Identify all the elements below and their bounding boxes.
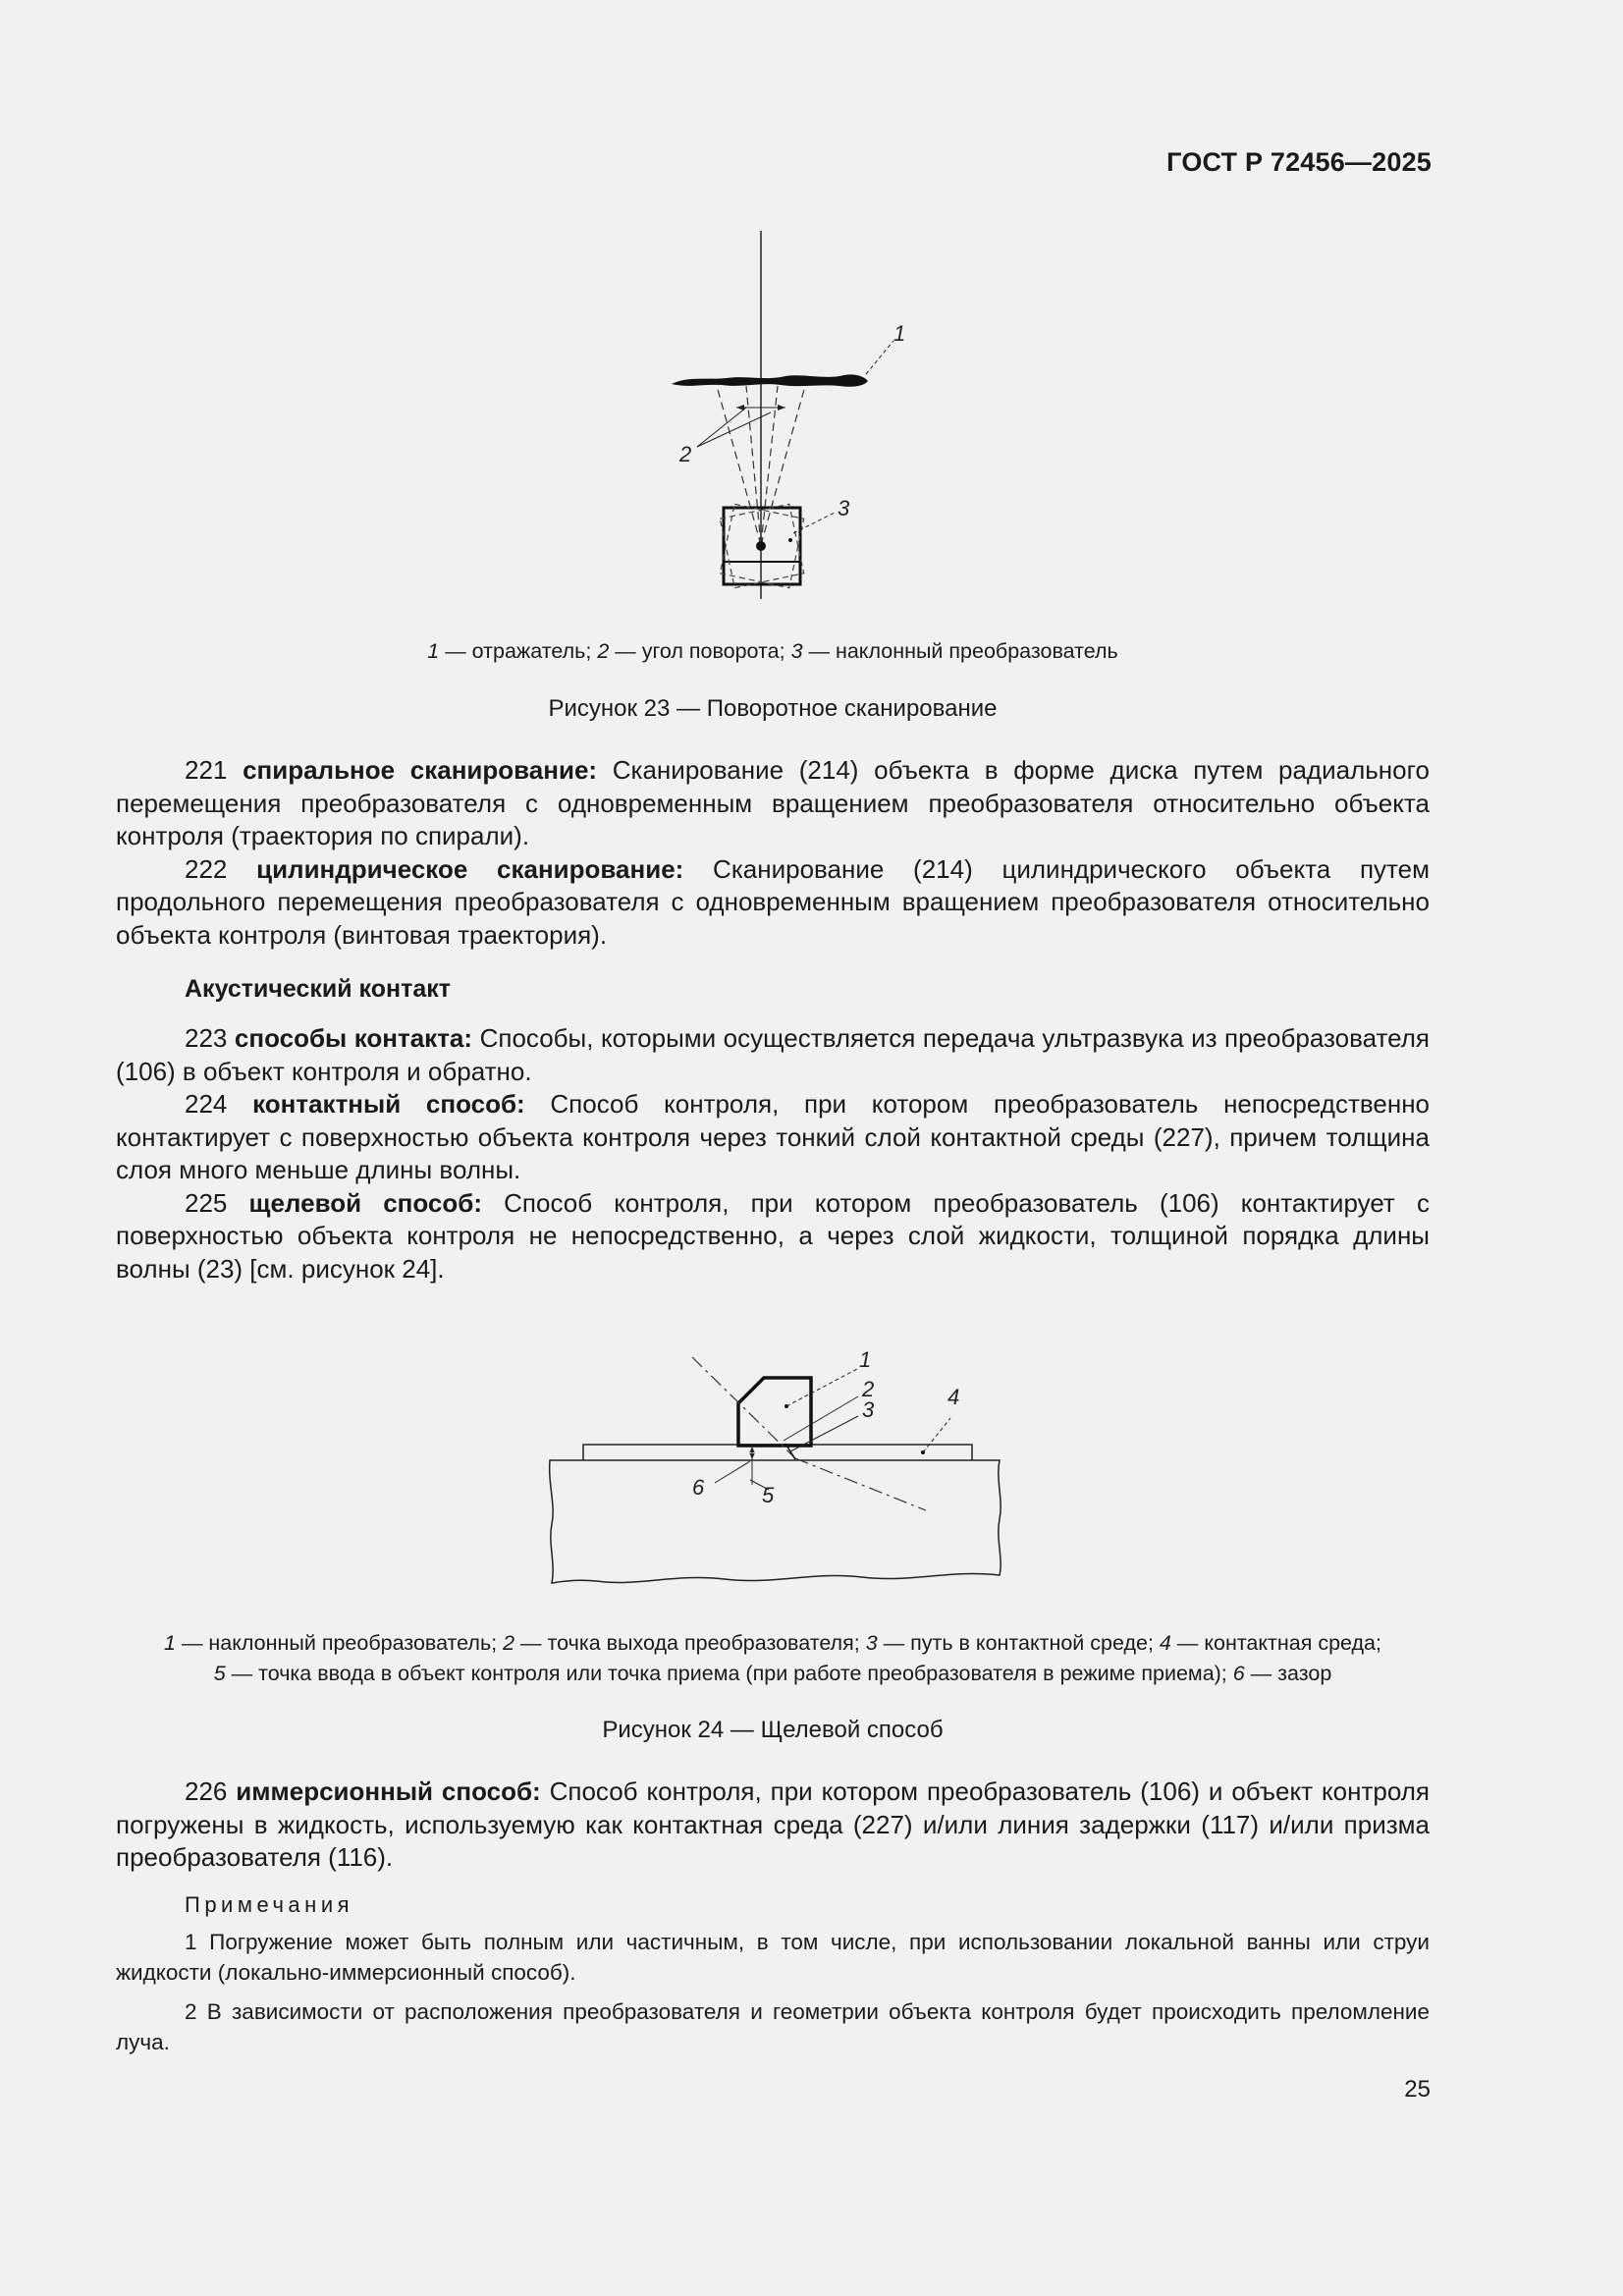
term-221: 221 спиральное сканирование: Сканирование (214) объекта в форме диска путем радиального перемещения преобразователя с одновременным вращением преобразователя относительно объекта контроля (траектория по спирали).	[116, 755, 1430, 850]
terms-block-1	[116, 754, 1430, 952]
term-226: 226 иммерсионный способ: Способ контроля, при котором преобразователь (106) и объект контроля погружены в жидкость, используемую как контактная среда (227) и/или линия задержки (117) и/или призма преобразователя (116).	[116, 1777, 1430, 1872]
term-225: 225 щелевой способ: Способ контроля, при котором преобразователь (106) контактирует с поверхностью объекта контроля не непосредственно, а через слой жидкости, толщиной порядка длины волны (23) [см. рисунок 24].	[116, 1187, 1430, 1284]
fig23-callout-3: 3	[838, 496, 850, 520]
figure-24-diagram	[538, 1338, 1014, 1598]
term-223: 223 способы контакта: Способы, которыми осуществляется передача ультразвука из преобразователя (106) в объект контроля и обратно.	[116, 1023, 1430, 1086]
transducer-shape	[738, 1378, 811, 1446]
reflector-shape	[672, 374, 868, 386]
fig24-callout-4: 4	[947, 1385, 960, 1409]
fig24-callout-2: 2	[862, 1377, 875, 1401]
fig23-callout-1: 1	[893, 321, 906, 346]
test-object	[550, 1460, 1001, 1583]
fig24-callout-1: 1	[859, 1347, 872, 1372]
term-224: 224 контактный способ: Способ контроля, при котором преобразователь непосредственно контактирует с поверхностью объекта контроля через тонкий слой контактной среды (227), причем толщина слоя много меньше длины волны.	[116, 1089, 1431, 1184]
notes	[116, 1927, 1430, 2066]
figure-23-legend: 1 — отражатель; 2 — угол поворота; 3 — наклонный преобразователь	[427, 639, 1118, 663]
figure-24-legend: 1 — наклонный преобразователь; 2 — точка выхода преобразователя; 3 — путь в контактной среде; 4 — контактная среда; 5 — точка ввода в объект контроля или точка приема (при работе преобразователя в режиме приема); 6 — зазор	[164, 1631, 1381, 1685]
page-number: 25	[1404, 2076, 1431, 2103]
figure-23-caption: Рисунок 23 — Поворотное сканирование	[548, 695, 998, 722]
fig24-callout-6: 6	[692, 1475, 705, 1500]
document-header: ГОСТ Р 72456—2025	[1166, 147, 1432, 177]
figure-23-diagram	[648, 221, 943, 609]
fig23-callout-2: 2	[679, 442, 692, 466]
term-222: 222 цилиндрическое сканирование: Сканирование (214) цилиндрического объекта путем продольного перемещения преобразователя с одновременным вращением преобразователя относительно объекта контроля (винтовая траектория).	[116, 853, 1430, 950]
fig24-callout-5: 5	[762, 1483, 775, 1507]
terms-block-3	[116, 1776, 1430, 1875]
notes-title: Примечания	[185, 1892, 354, 1917]
section-title: Акустический контакт	[185, 975, 452, 1003]
fig24-callout-3: 3	[862, 1397, 875, 1422]
note-2: 2 В зависимости от расположения преобразователя и геометрии объекта контроля будет происходить преломление луча.	[116, 1999, 1430, 2054]
figure-24-caption: Рисунок 24 — Щелевой способ	[602, 1717, 944, 1743]
terms-block-2	[116, 1022, 1430, 1285]
note-1: 1 Погружение может быть полным или частичным, в том числе, при использовании локальной ванны или струи жидкости (локально-иммерсионный способ).	[116, 1930, 1430, 1985]
